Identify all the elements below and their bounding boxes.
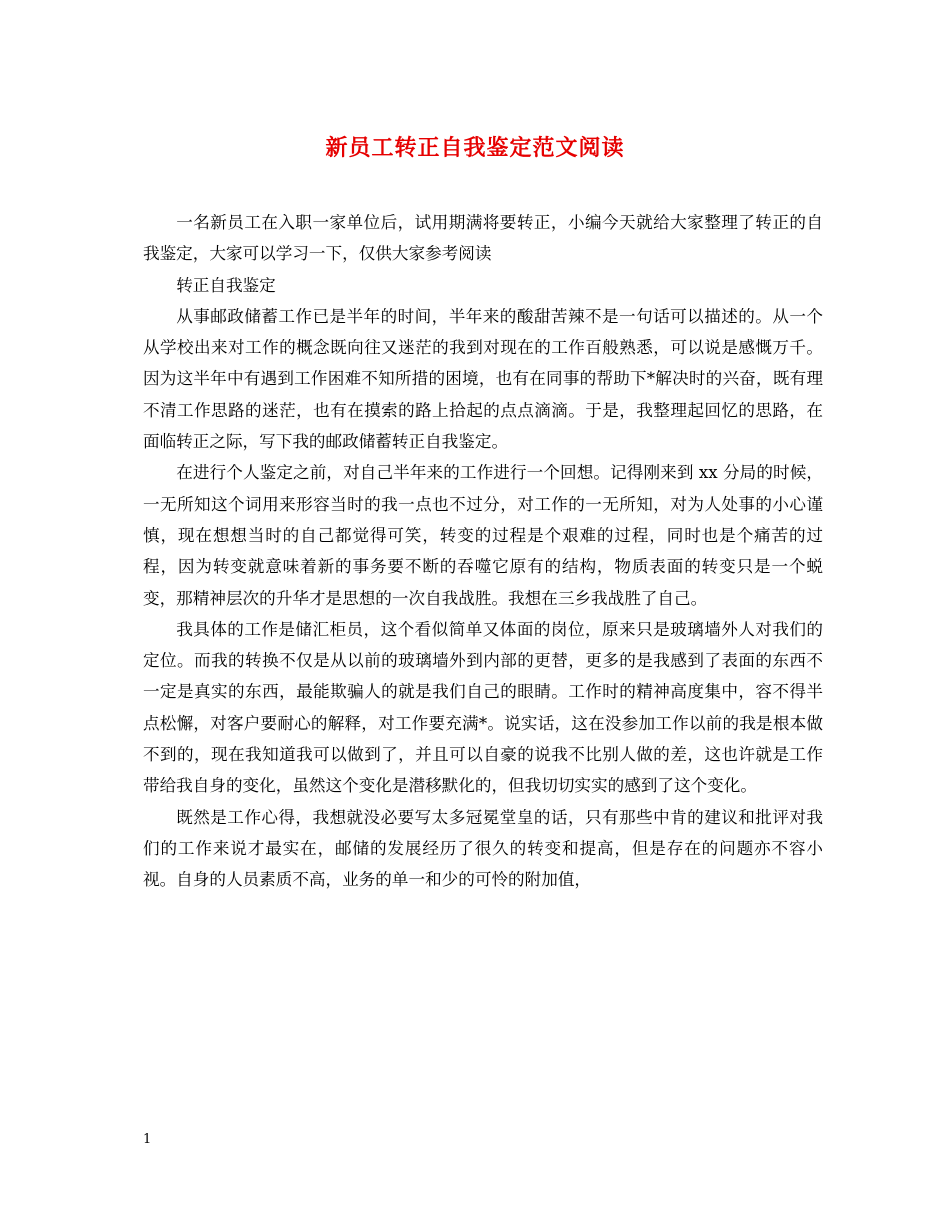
body-paragraph: 从事邮政储蓄工作已是半年的时间，半年来的酸甜苦辣不是一句话可以描述的。从一个从学校出来对工作的概念既向往又迷茫的我到对现在的工作百般熟悉，可以说是感慨万千。因为这半年中有遇到工作困难不知所措的困境，也有在同事的帮助下*解决时的兴奋，既有理不清工作思路的迷茫，也有在摸索的路上拾起的点点滴滴。于是，我整理起回忆的思路，在面临转正之际，写下我的邮政储蓄转正自我鉴定。 [143,306,823,452]
page-number: 1 [143,1132,152,1147]
intro-paragraph: 一名新员工在入职一家单位后，试用期满将要转正，小编今天就给大家整理了转正的自我鉴定，大家可以学习一下，仅供大家参考阅读 [143,213,823,264]
document-body [143,207,823,896]
document-title: 新员工转正自我鉴定范文阅读 [325,135,625,161]
body-paragraph: 在进行个人鉴定之前，对自己半年来的工作进行一个回想。记得刚来到 xx 分局的时候，一无所知这个词用来形容当时的我一点也不过分，对工作的一无所知，对为人处事的小心谨慎，现在想想当时的自己都觉得可笑，转变的过程是个艰难的过程，同时也是个痛苦的过程，因为转变就意味着新的事务要不断的吞噬它原有的结构，物质表面的转变只是一个蜕变，那精神层次的升华才是思想的一次自我战胜。我想在三乡我战胜了自己。 [143,463,823,608]
body-paragraph: 既然是工作心得，我想就没必要写太多冠冕堂皇的话，只有那些中肯的建议和批评对我们的工作来说才最实在，邮储的发展经历了很久的转变和提高，但是存在的问题亦不容小视。自身的人员素质不高，业务的单一和少的可怜的附加值， [143,807,823,890]
section-heading: 转正自我鉴定 [176,275,276,295]
body-paragraph: 我具体的工作是储汇柜员，这个看似简单又体面的岗位，原来只是玻璃墙外人对我们的定位。而我的转换不仅是从以前的玻璃墙外到内部的更替，更多的是我感到了表面的东西不一定是真实的东西，最能欺骗人的就是我们自己的眼睛。工作时的精神高度集中，容不得半点松懈，对客户要耐心的解释，对工作要充满*。说实话，这在没参加工作以前的我是根本做不到的，现在我知道我可以做到了，并且可以自豪的说我不比别人做的差，这也许就是工作带给我自身的变化，虽然这个变化是潜移默化的，但我切切实实的感到了这个变化。 [143,619,823,796]
